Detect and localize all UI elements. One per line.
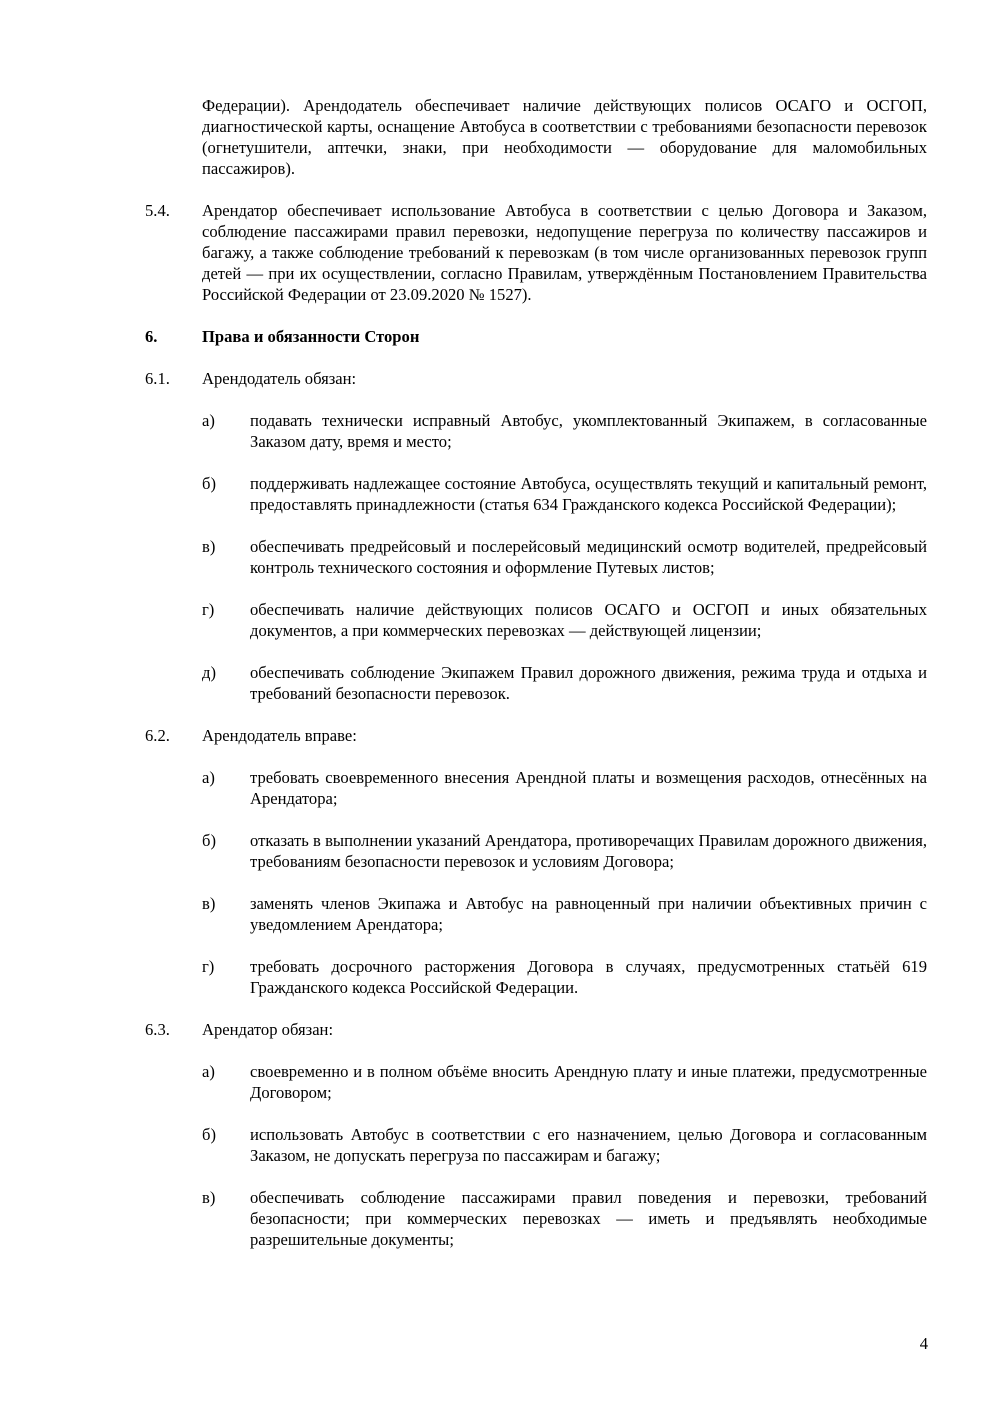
item-letter: в) <box>202 537 216 556</box>
clause-6-3 <box>0 1019 1000 1040</box>
item-letter: а) <box>202 768 215 787</box>
item-text: обеспечивать соблюдение пассажирами правил поведения и перевозки, требований безопасности; при коммерческих перевозках — иметь и предъявлять необходимые разрешительные документы; <box>250 1188 927 1249</box>
document-page <box>0 95 1000 1271</box>
item-text: подавать технически исправный Автобус, укомплектованный Экипажем, в согласованные Заказом дату, время и место; <box>250 411 927 451</box>
section-number: 6. <box>145 327 158 346</box>
item-text: своевременно и в полном объёме вносить Арендную плату и иные платежи, предусмотренные Договором; <box>250 1062 927 1102</box>
section-title: Права и обязанности Сторон <box>202 327 420 346</box>
list-item <box>0 410 1000 452</box>
clause-number: 6.2. <box>145 726 170 745</box>
item-text: обеспечивать соблюдение Экипажем Правил дорожного движения, режима труда и отдыха и требований безопасности перевозок. <box>250 663 927 703</box>
clause-text: Арендатор обеспечивает использование Автобуса в соответствии с целью Договора и Заказом, соблюдение пассажирами правил перевозки, недопущение перегруза по количеству пассажиров и багажу, а также соблюдение требований к перевозкам (в том числе организованных перевозок групп детей — при их осуществлении, согласно Правилам, утверждённым Постановлением Правительства Российской Федерации от 23.09.2020 № 1527). <box>202 201 927 304</box>
clause-number: 5.4. <box>145 201 170 220</box>
clause-5-4 <box>0 200 1000 305</box>
item-letter: в) <box>202 1188 216 1207</box>
item-letter: б) <box>202 474 216 493</box>
list-item <box>0 767 1000 809</box>
clause-text: Арендодатель обязан: <box>202 369 357 388</box>
list-item <box>0 1124 1000 1166</box>
clause-text: Арендатор обязан: <box>202 1020 334 1039</box>
item-letter: в) <box>202 894 216 913</box>
item-letter: б) <box>202 1125 216 1144</box>
item-text: поддерживать надлежащее состояние Автобуса, осуществлять текущий и капитальный ремонт, предоставлять принадлежности (статья 634 Гражданского кодекса Российской Федерации); <box>250 474 927 514</box>
item-letter: а) <box>202 1062 215 1081</box>
clause-6-1 <box>0 368 1000 389</box>
item-letter: г) <box>202 957 215 976</box>
continuation-paragraph <box>0 95 1000 179</box>
list-item <box>0 830 1000 872</box>
item-letter: а) <box>202 411 215 430</box>
list-item <box>0 1061 1000 1103</box>
list-item <box>0 662 1000 704</box>
section-heading <box>0 326 1000 347</box>
item-text: заменять членов Экипажа и Автобус на равноценный при наличии объективных причин с уведомлением Арендатора; <box>250 894 927 934</box>
list-item <box>0 956 1000 998</box>
list-item <box>0 599 1000 641</box>
item-text: требовать досрочного расторжения Договора в случаях, предусмотренных статьёй 619 Гражданского кодекса Российской Федерации. <box>250 957 927 997</box>
list-item <box>0 1187 1000 1250</box>
clause-number: 6.3. <box>145 1020 170 1039</box>
clause-6-2 <box>0 725 1000 746</box>
list-item <box>0 536 1000 578</box>
item-text: использовать Автобус в соответствии с его назначением, целью Договора и согласованным Заказом, не допускать перегруза по пассажирам и багажу; <box>250 1125 927 1165</box>
clause-text: Арендодатель вправе: <box>202 726 357 745</box>
clause-number: 6.1. <box>145 369 170 388</box>
item-text: обеспечивать предрейсовый и послерейсовый медицинский осмотр водителей, предрейсовый контроль технического состояния и оформление Путевых листов; <box>250 537 927 577</box>
item-letter: д) <box>202 663 216 682</box>
item-text: обеспечивать наличие действующих полисов ОСАГО и ОСГОП и иных обязательных документов, а при коммерческих перевозках — действующей лицензии; <box>250 600 927 640</box>
list-item <box>0 473 1000 515</box>
item-letter: б) <box>202 831 216 850</box>
list-item <box>0 893 1000 935</box>
page-number: 4 <box>919 1334 928 1353</box>
item-text: требовать своевременного внесения Арендной платы и возмещения расходов, отнесённых на Арендатора; <box>250 768 927 808</box>
paragraph-text: Федерации). Арендодатель обеспечивает наличие действующих полисов ОСАГО и ОСГОП, диагностической карты, оснащение Автобуса в соответствии с требованиями безопасности перевозок (огнетушители, аптечки, знаки, при необходимости — оборудование для маломобильных пассажиров). <box>202 96 927 178</box>
item-letter: г) <box>202 600 215 619</box>
item-text: отказать в выполнении указаний Арендатора, противоречащих Правилам дорожного движения, требованиям безопасности перевозок и условиям Договора; <box>250 831 927 871</box>
